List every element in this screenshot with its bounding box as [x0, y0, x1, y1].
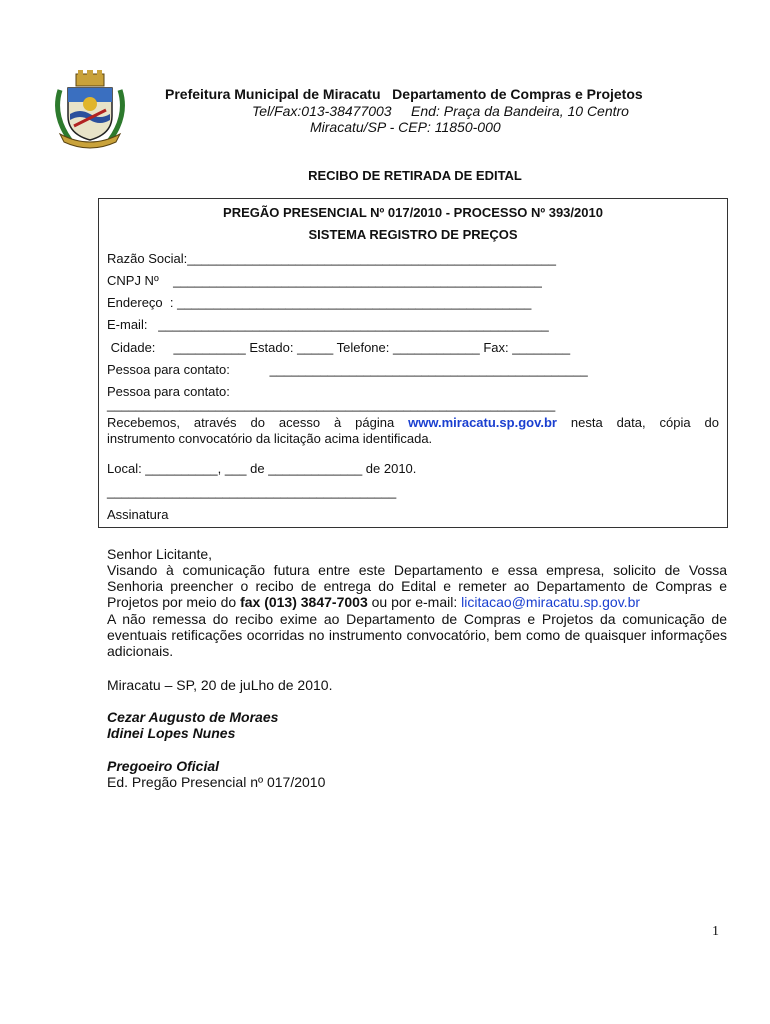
coat-of-arms-logo	[50, 70, 130, 150]
page-number: 1	[712, 924, 719, 939]
field-local-date[interactable]: Local: __________, ___ de _____________ de 2010.	[107, 461, 417, 476]
header-line3: Miracatu/SP - CEP: 11850-000	[310, 119, 501, 135]
paragraph-1-text-b: ou por e-mail:	[371, 594, 458, 610]
dept-name: Departamento de Compras e Projetos	[392, 86, 643, 102]
doc-title: RECIBO DE RETIRADA DE EDITAL	[308, 168, 522, 183]
receipt-form-box	[98, 198, 728, 528]
receipt-text-b: nesta data, cópia do	[570, 415, 719, 430]
box-title-2: SISTEMA REGISTRO DE PREÇOS	[308, 227, 518, 242]
contact-rule: ______________________________________________________________	[107, 397, 556, 412]
letter-date: Miracatu – SP, 20 de juLho de 2010.	[107, 677, 333, 693]
header-line1	[165, 86, 643, 102]
signatory-role: Pregoeiro Oficial	[107, 758, 220, 774]
receipt-statement-line2: instrumento convocatório da licitação acima identificada.	[107, 431, 433, 446]
email-link[interactable]: licitacao@miracatu.sp.gov.br	[461, 594, 641, 610]
header-line2	[252, 103, 629, 119]
field-pessoa-contato-1[interactable]: Pessoa para contato: ____________________________________________	[107, 362, 588, 377]
header-address: End: Praça da Bandeira, 10 Centro	[411, 103, 629, 119]
field-pessoa-contato-2[interactable]: Pessoa para contato:	[107, 384, 230, 399]
paragraph-2: A não remessa do recibo exime ao Departamento de Compras e Projetos da comunicação de eventuais retificações ocorridas no instrumento convocatório, bem como de quaisquer informações adicionais.	[107, 611, 727, 659]
field-endereco[interactable]: Endereço : _________________________________________________	[107, 295, 532, 310]
field-cidade-row[interactable]: Cidade: __________ Estado: _____ Telefone: ____________ Fax: ________	[107, 340, 571, 355]
receipt-statement-line1	[107, 415, 719, 430]
field-razao-social[interactable]: Razão Social:___________________________________________________	[107, 251, 556, 266]
field-email[interactable]: E-mail: ______________________________________________________	[107, 317, 549, 332]
box-title-1: PREGÃO PRESENCIAL Nº 017/2010 - PROCESSO Nº 393/2010	[223, 205, 603, 220]
header-tel: Tel/Fax:013-38477003	[252, 103, 392, 119]
edital-reference: Ed. Pregão Presencial nº 017/2010	[107, 774, 326, 790]
field-cnpj[interactable]: CNPJ Nº ___________________________________________________	[107, 273, 542, 288]
receipt-text-a: Recebemos, através do acesso à página	[107, 415, 395, 430]
paragraph-1-text: Visando à comunicação futura entre este Departamento e essa empresa, solicito de Vossa Senhoria preencher o recibo de entrega do Edital e remeter ao Departamento de Compras e Projetos por meio do	[107, 562, 727, 610]
org-name: Prefeitura Municipal de Miracatu	[165, 86, 381, 102]
signature-line[interactable]: ________________________________________	[107, 484, 397, 499]
greeting: Senhor Licitante,	[107, 546, 213, 562]
signatory-2: Idinei Lopes Nunes	[107, 725, 236, 741]
website-link[interactable]: www.miracatu.sp.gov.br	[408, 415, 557, 430]
fax-number: fax (013) 3847-7003	[240, 594, 368, 610]
signature-label: Assinatura	[107, 507, 169, 522]
paragraph-1	[107, 562, 727, 610]
signatory-1: Cezar Augusto de Moraes	[107, 709, 279, 725]
